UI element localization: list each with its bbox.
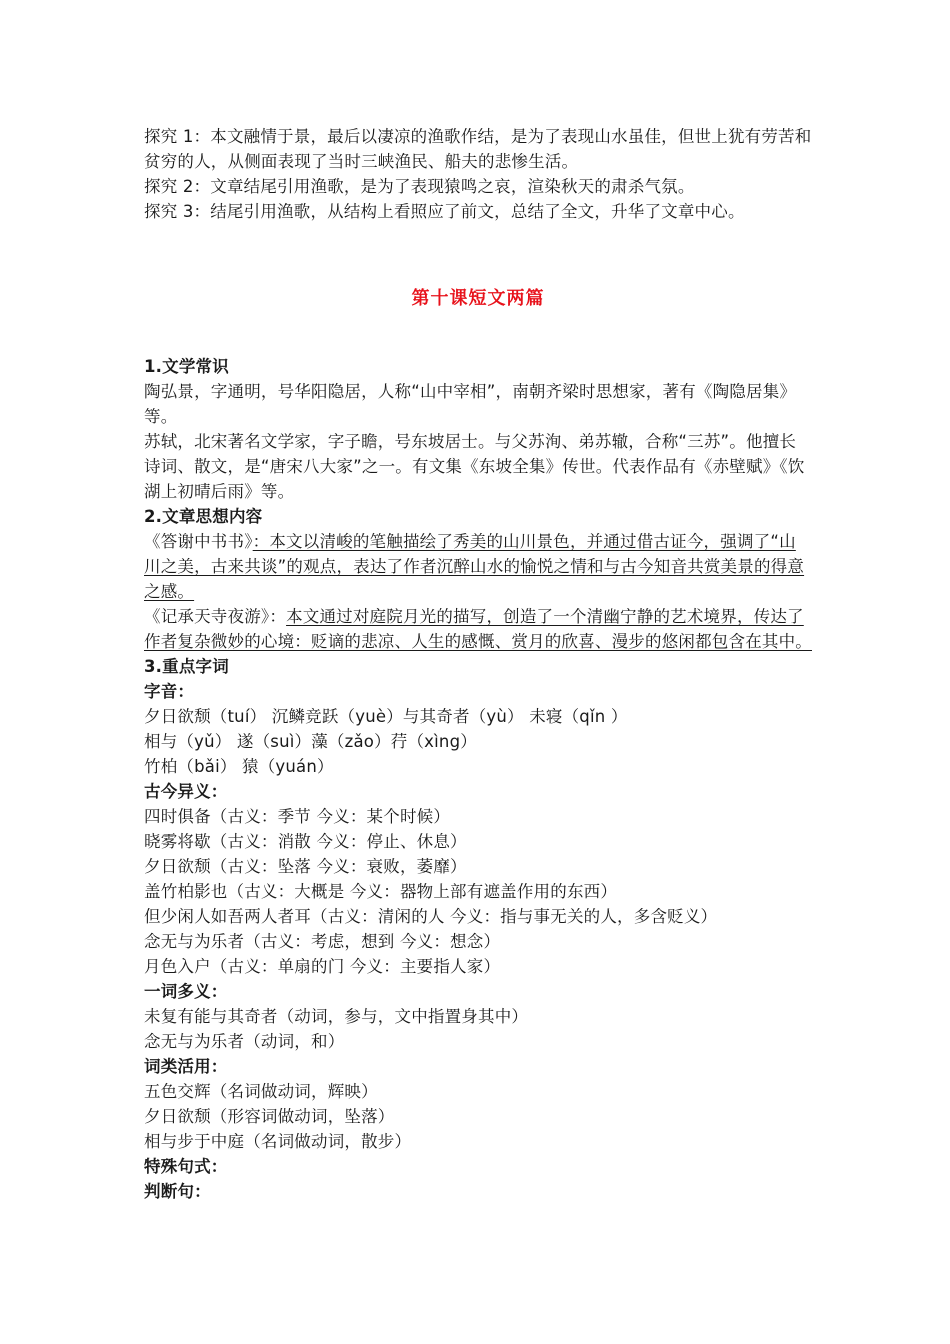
word-class-heading: 词类活用： bbox=[144, 1057, 228, 1076]
gujin-heading: 古今异义： bbox=[144, 782, 228, 801]
gujin-line: 夕日欲颓（古义：坠落 今义：衰败，萎靡） bbox=[144, 857, 467, 876]
pronunciation-line: 相与（yǔ） 遂（suì）藻（zǎo）荇（xìng） bbox=[144, 732, 477, 751]
gujin-line: 盖竹柏影也（古义：大概是 今义：器物上部有遮盖作用的东西） bbox=[144, 882, 618, 901]
word-class-line: 夕日欲颓（形容词做动词，坠落） bbox=[144, 1107, 395, 1126]
special-sentence-heading: 特殊句式： bbox=[144, 1157, 228, 1176]
explore-1: 探究 1：本文融情于景，最后以凄凉的渔歌作结，是为了表现山水虽佳，但世上犹有劳苦和贫穷的人，从侧面表现了当时三峡渔民、船夫的悲惨生活。 bbox=[144, 127, 812, 171]
explore-2: 探究 2：文章结尾引用渔歌，是为了表现猿鸣之哀，渲染秋天的肃杀气氛。 bbox=[144, 177, 695, 196]
gujin-line: 念无与为乐者（古义：考虑，想到 今义：想念） bbox=[144, 932, 501, 951]
content-item-1 bbox=[144, 529, 812, 604]
pronunciation-line: 夕日欲颓（tuí） 沉鳞竞跃（yuè）与其奇者（yù） 未寝（qǐn ） bbox=[144, 707, 628, 726]
gujin-line: 晓雾将歇（古义：消散 今义：停止、休息） bbox=[144, 832, 467, 851]
item2-title: 《记承天寺夜游》： bbox=[144, 607, 287, 626]
lesson-name: 短文两篇 bbox=[468, 288, 545, 309]
lesson-title bbox=[144, 282, 812, 316]
word-class-line: 相与步于中庭（名词做动词，散步） bbox=[144, 1132, 412, 1151]
explore-3: 探究 3：结尾引用渔歌，从结构上看照应了前文，总结了全文，升华了文章中心。 bbox=[144, 202, 745, 221]
author-tao-hongjing: 陶弘景，字通明，号华阳隐居，人称“山中宰相”，南朝齐梁时思想家，著有《陶隐居集》等。 bbox=[144, 382, 797, 426]
lesson-number: 第十课 bbox=[411, 288, 469, 309]
gujin-line: 四时俱备（古义：季节 今义：某个时候） bbox=[144, 807, 451, 826]
item1-text: ：本文以清峻的笔触描绘了秀美的山川景色，并通过借古证今，强调了“山川之美，古来共谈”的观点，表达了作者沉醉山水的愉悦之情和与古今知音共赏美景的得意之感。 bbox=[144, 532, 805, 601]
gujin-line: 月色入户（古义：单扇的门 今义：主要指人家） bbox=[144, 957, 501, 976]
section-literary-knowledge-heading: 1.文学常识 bbox=[144, 357, 229, 376]
section-key-words-heading: 3.重点字词 bbox=[144, 657, 229, 676]
gujin-line: 但少闲人如吾两人者耳（古义：清闲的人 今义：指与事无关的人，多含贬义） bbox=[144, 907, 718, 926]
pronunciation-heading: 字音： bbox=[144, 682, 195, 701]
author-su-shi: 苏轼，北宋著名文学家，字子瞻，号东坡居士。与父苏洵、弟苏辙，合称“三苏”。他擅长诗词、散文，是“唐宋八大家”之一。有文集《东坡全集》传世。代表作品有《赤壁赋》《饮湖上初晴后雨》等。 bbox=[144, 432, 805, 501]
polysemy-line: 未复有能与其奇者（动词，参与，文中指置身其中） bbox=[144, 1007, 529, 1026]
pronunciation-line: 竹柏（bǎi） 猿（yuán） bbox=[144, 757, 334, 776]
section-content-heading: 2.文章思想内容 bbox=[144, 507, 263, 526]
item2-text: 本文通过对庭院月光的描写，创造了一个清幽宁静的艺术境界，传达了作者复杂微妙的心境：贬谪的悲凉、人生的感慨、赏月的欣喜、漫步的悠闲都包含在其中。 bbox=[144, 607, 812, 651]
polysemy-heading: 一词多义： bbox=[144, 982, 228, 1001]
document-page bbox=[144, 124, 812, 1204]
polysemy-line: 念无与为乐者（动词，和） bbox=[144, 1032, 345, 1051]
judgment-sentence-heading: 判断句： bbox=[144, 1182, 211, 1201]
word-class-line: 五色交辉（名词做动词，辉映） bbox=[144, 1082, 378, 1101]
item1-title: 《答谢中书书》 bbox=[144, 532, 253, 551]
content-item-2 bbox=[144, 604, 812, 654]
